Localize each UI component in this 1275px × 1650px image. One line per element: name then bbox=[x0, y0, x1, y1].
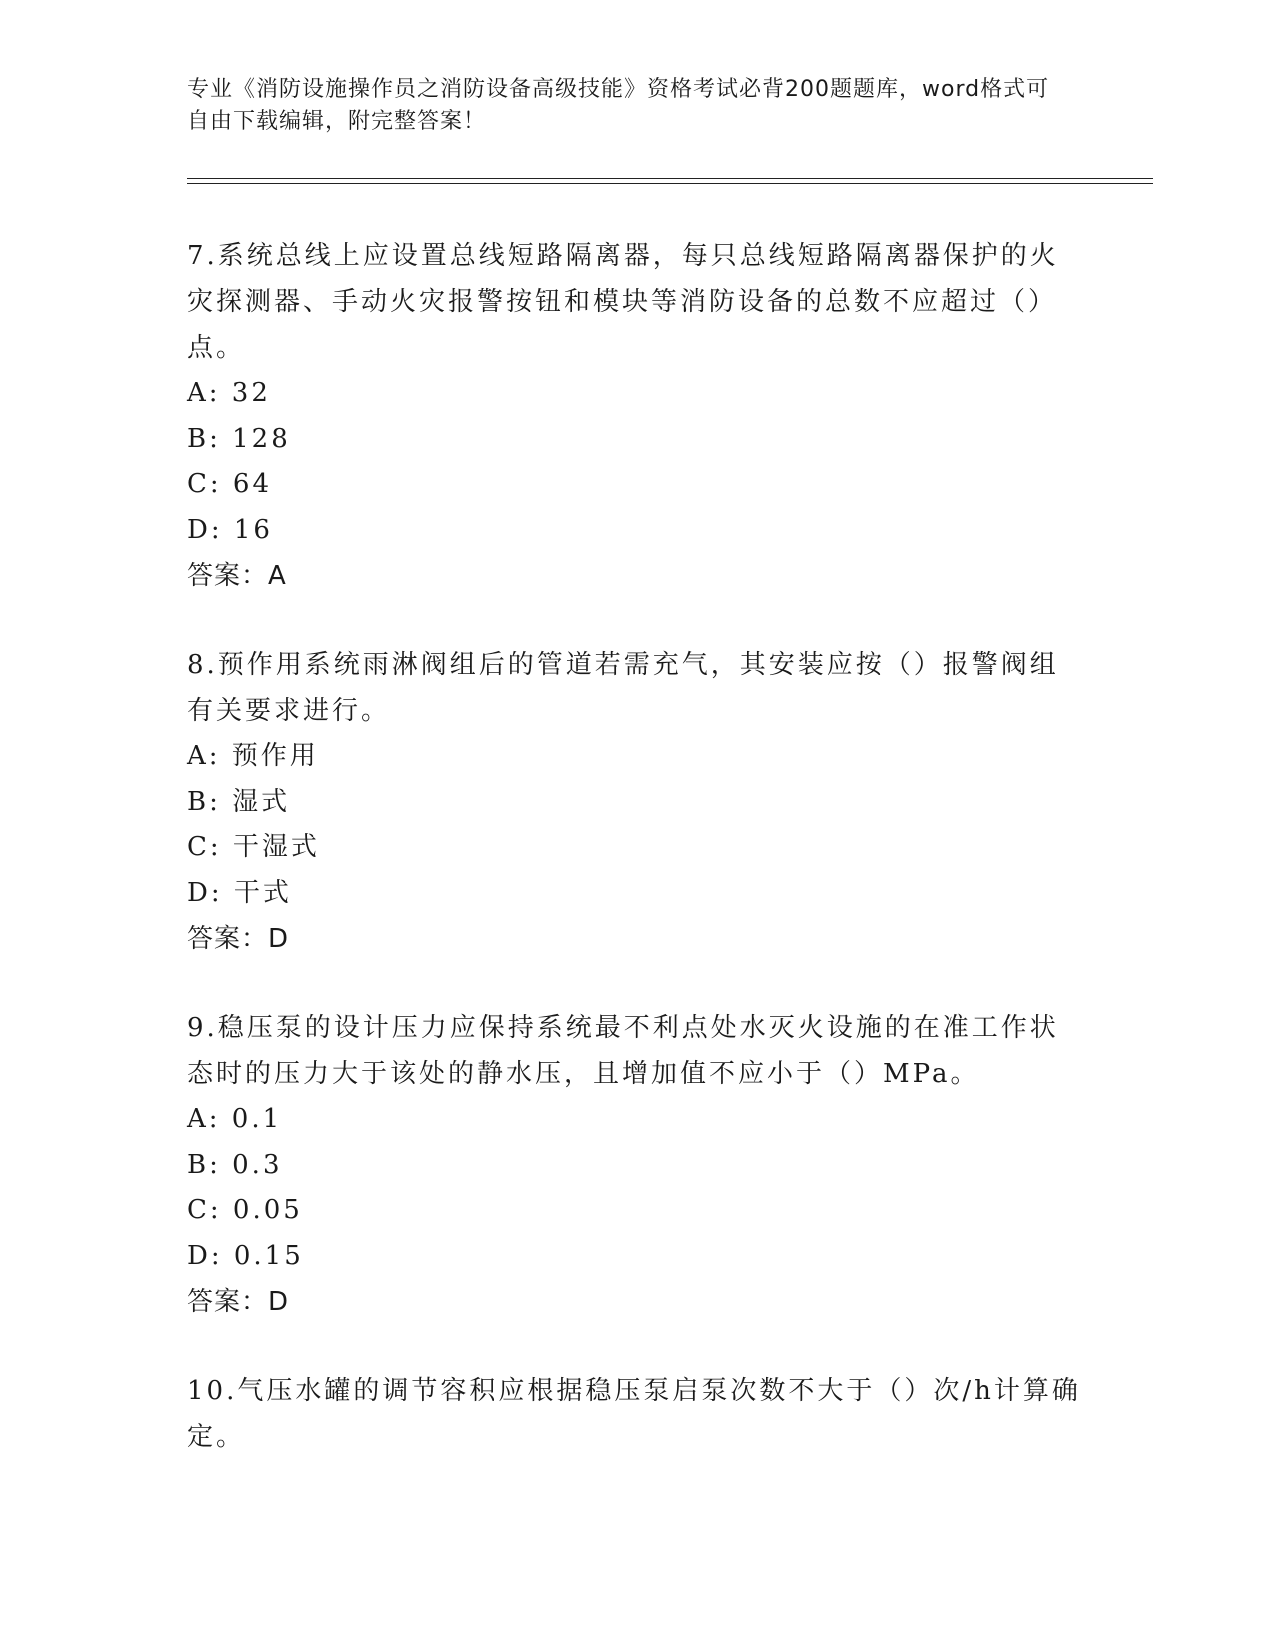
option-d: D: 16 bbox=[187, 514, 273, 545]
option-a: A: 0.1 bbox=[187, 1104, 283, 1134]
question-10 bbox=[187, 1368, 1087, 1460]
question-stem: 7.系统总线上应设置总线短路隔离器，每只总线短路隔离器保护的火灾探测器、手动火灾报警按钮和模块等消防设备的总数不应超过（）点。 bbox=[187, 241, 1059, 363]
option-b: B: 128 bbox=[187, 423, 291, 454]
question-stem: 8.预作用系统雨淋阀组后的管道若需充气，其安装应按（）报警阀组有关要求进行。 bbox=[187, 650, 1059, 726]
document-header: 专业《消防设施操作员之消防设备高级技能》资格考试必背200题题库，word格式可自由下载编辑，附完整答案！ bbox=[187, 77, 1050, 134]
question-stem: 9.稳压泵的设计压力应保持系统最不利点处水灭火设施的在准工作状态时的压力大于该处的静水压，且增加值不应小于（）MPa。 bbox=[187, 1013, 1059, 1089]
option-a: A: 32 bbox=[187, 378, 271, 408]
question-stem: 10.气压水罐的调节容积应根据稳压泵启泵次数不大于（）次/h计算确定。 bbox=[187, 1376, 1081, 1452]
question-7 bbox=[187, 233, 1087, 599]
option-c: C: 0.05 bbox=[187, 1195, 303, 1225]
header-divider-top bbox=[187, 178, 1153, 179]
header-divider-bottom bbox=[187, 183, 1153, 184]
option-b: B: 湿式 bbox=[187, 786, 291, 817]
option-d: D: 干式 bbox=[187, 877, 292, 908]
answer: 答案：D bbox=[187, 1287, 290, 1317]
question-9 bbox=[187, 1005, 1087, 1325]
option-d: D: 0.15 bbox=[187, 1240, 304, 1271]
question-8 bbox=[187, 642, 1087, 962]
option-c: C: 干湿式 bbox=[187, 832, 320, 862]
option-b: B: 0.3 bbox=[187, 1149, 283, 1180]
option-a: A: 预作用 bbox=[187, 741, 319, 771]
answer: 答案：A bbox=[187, 561, 287, 591]
answer: 答案：D bbox=[187, 924, 290, 954]
option-c: C: 64 bbox=[187, 469, 273, 499]
